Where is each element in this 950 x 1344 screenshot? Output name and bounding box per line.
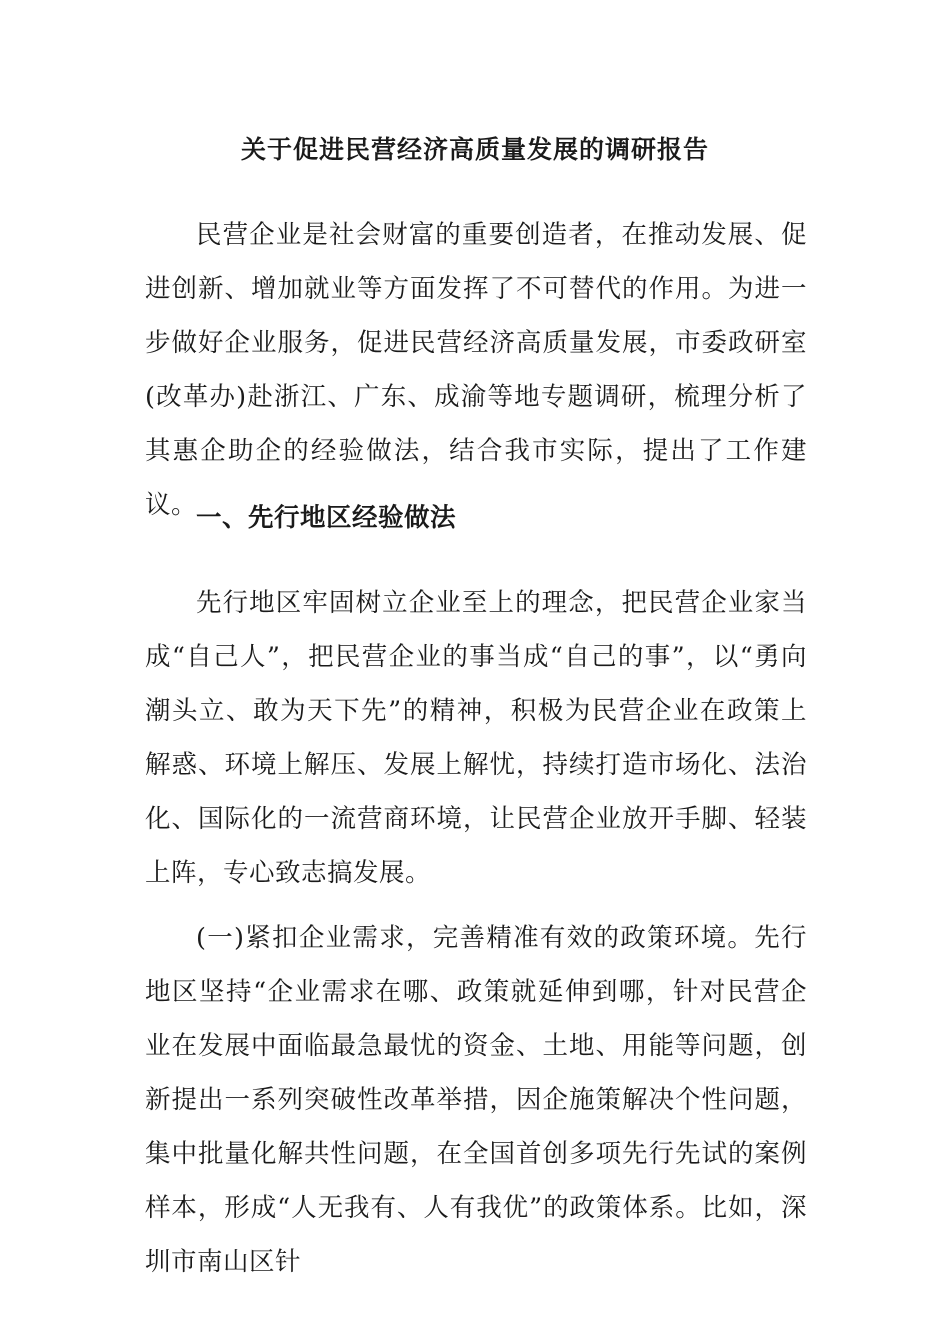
section-paragraph: 先行地区牢固树立企业至上的理念，把民营企业家当成“自己人”，把民营企业的事当成“自己的事”，以“勇向潮头立、敢为天下先”的精神，积极为民营企业在政策上解惑、环境上解压、发展上解忧，持续打造市场化、法治化、国际化的一流营商环境，让民营企业放开手脚、轻装上阵，专心致志搞发展。 bbox=[145, 588, 807, 888]
subsection-paragraph: (一)紧扣企业需求，完善精准有效的政策环境。先行地区坚持“企业需求在哪、政策就延伸到哪，针对民营企业在发展中面临最急最忧的资金、土地、用能等问题，创新提出一系列突破性改革举措，因企施策解决个性问题，集中批量化解共性问题，在全国首创多项先行先试的案例样本，形成“人无我有、人有我优”的政策体系。比如，深圳市南山区针 bbox=[145, 923, 807, 1277]
section-heading: 一、先行地区经验做法 bbox=[196, 503, 457, 533]
document-title: 关于促进民营经济高质量发展的调研报告 bbox=[240, 135, 709, 164]
intro-paragraph: 民营企业是社会财富的重要创造者，在推动发展、促进创新、增加就业等方面发挥了不可替代的作用。为进一步做好企业服务，促进民营经济高质量发展，市委政研室(改革办)赴浙江、广东、成渝等地专题调研，梳理分析了其惠企助企的经验做法，结合我市实际，提出了工作建议。 bbox=[145, 220, 807, 520]
